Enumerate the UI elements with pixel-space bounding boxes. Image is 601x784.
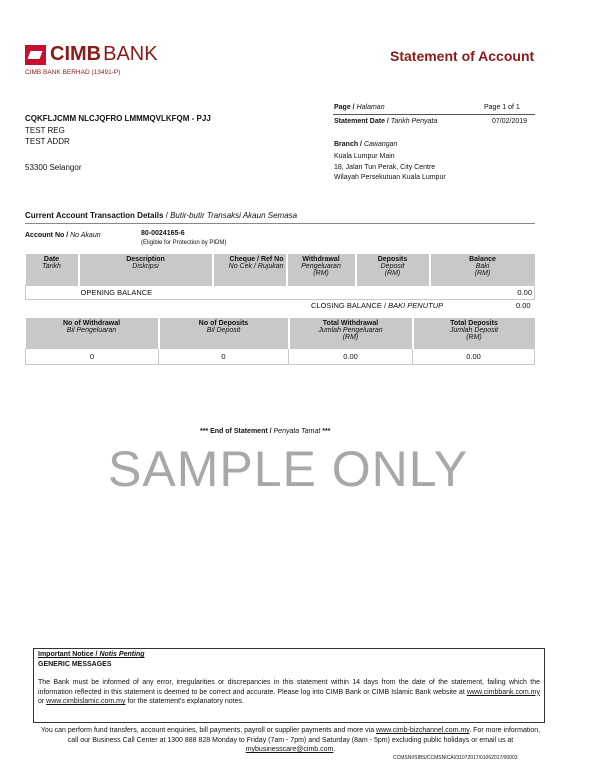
closing-balance-label: CLOSING BALANCE / BAKI PENUTUP <box>311 301 444 310</box>
divider <box>333 114 535 115</box>
page-label: Page / Halaman <box>334 104 385 111</box>
opening-balance-value: 0.00 <box>430 285 535 299</box>
col-deposits: Deposits Deposit (RM) <box>356 254 430 285</box>
footer-text: You can perform fund transfers, account enquiries, bill payments, payroll or supplier payments and more via www.cimb-bizchannel.com.my. For more information, call our Business Call Center at 1300 888 828 Monday to Friday (7am - 7pm) and Saturday (8am - 5pm) excluding public holidays or email us at mybusinesscare@cimb.com. <box>40 727 541 753</box>
logo <box>25 43 158 66</box>
email-link[interactable]: mybusinesscare@cimb.com <box>245 746 334 753</box>
account-number: 80-0024165-6 <box>141 230 185 237</box>
no-withdrawal: 0 <box>26 348 159 364</box>
col-ref: Cheque / Ref No No Cek / Rujukan <box>213 254 287 285</box>
company-name: CIMB BANK BERHAD (13491-P) <box>25 69 121 76</box>
notice-heading: GENERIC MESSAGES <box>38 661 112 668</box>
total-deposits: 0.00 <box>413 348 535 364</box>
page-title: Statement of Account <box>390 48 535 64</box>
page-value: Page 1 of 1 <box>484 104 520 111</box>
branch-line: Wilayah Persekutuan Kuala Lumpur <box>334 174 446 181</box>
branch-label: Branch / Cawangan <box>334 141 398 148</box>
table-header <box>26 254 535 285</box>
total-withdrawal: 0.00 <box>289 348 413 364</box>
no-deposits: 0 <box>159 348 289 364</box>
important-notice-box <box>33 648 545 723</box>
customer-postcode: 53300 Selangor <box>25 163 82 172</box>
cimbislamic-link[interactable]: www.cimbislamic.com.my <box>46 698 126 705</box>
branch-line: 18, Jalan Tun Perak, City Centre <box>334 164 436 171</box>
statement-date-label: Statement Date / Tarikh Penyata <box>334 118 438 125</box>
brand-light: BANK <box>103 43 158 65</box>
col-withdrawal: Withdrawal Pengeluaran (RM) <box>287 254 356 285</box>
document-code: CCMSNI/SIBS/CCMSNICAI/31072017/01062017/00003 <box>393 755 518 761</box>
customer-line1: TEST REG <box>25 126 65 135</box>
branch-line: Kuala Lumpur Main <box>334 153 395 160</box>
logo-mark-icon <box>25 45 46 65</box>
col-description: Description Diskripsi <box>79 254 213 285</box>
account-label: Account No / No Akaun <box>25 232 101 239</box>
statement-date: 07/02/2019 <box>492 118 528 125</box>
summary-table <box>25 318 535 365</box>
notice-title: Important Notice / Notis Penting <box>38 651 145 658</box>
section-title: Current Account Transaction Details / Butir-butir Transaksi Akaun Semasa <box>25 211 298 220</box>
eligibility-note: (Eligible for Protection by PIDM) <box>141 240 227 246</box>
bizchannel-link[interactable]: www.cimb-bizchannel.com.my <box>376 727 470 734</box>
table-row <box>26 348 535 364</box>
col-balance: Balance Baki (RM) <box>430 254 535 285</box>
end-of-statement: *** End of Statement / Penyata Tamat *** <box>200 428 331 435</box>
watermark: SAMPLE ONLY <box>108 441 469 497</box>
col-date: Date Tarikh <box>26 254 79 285</box>
divider <box>25 223 535 224</box>
table-row <box>26 285 535 299</box>
customer-line2: TEST ADDR <box>25 137 70 146</box>
cimbbank-link[interactable]: www.cimbbank.com.my <box>466 688 540 696</box>
closing-balance-value: 0.00 <box>516 301 531 310</box>
notice-body: The Bank must be informed of any error, irregularities or discrepancies in this statement within 14 days from the date of the statement, failing which the information reflected in this statement is deemed to be correct and accurate. Please log into CIMB Bank or CIMB Islamic Bank website at www.cimbbank.com.my or www.cimbislamic.com.my for the statement's explanatory notes. <box>38 679 540 705</box>
table-header: No of Withdrawal Bil Pengeluaran No of Deposits Bil Deposit Total Withdrawal Jumlah Pengeluaran (RM) Total Deposits Jumlah Deposit (RM) <box>26 318 535 348</box>
transactions-table <box>25 254 535 300</box>
opening-balance-label: OPENING BALANCE <box>79 285 430 299</box>
customer-name: CQKFLJCMM NLCJQFRO LMMMQVLKFQM - PJJ <box>25 114 211 123</box>
brand-bold: CIMB <box>50 43 102 65</box>
